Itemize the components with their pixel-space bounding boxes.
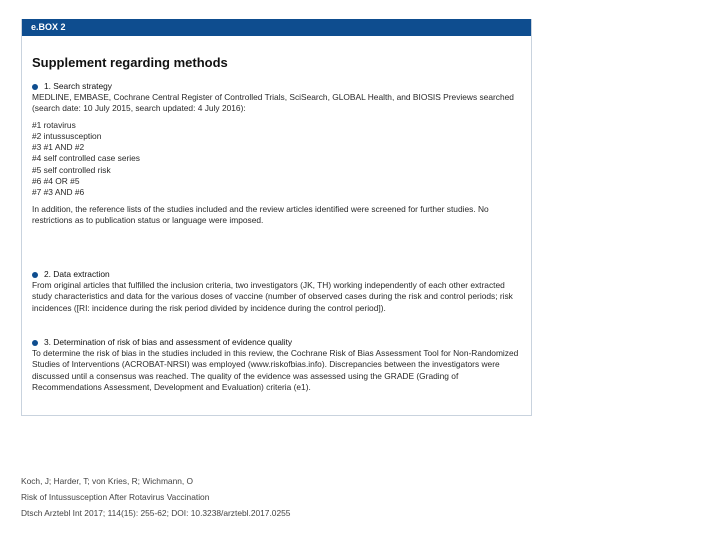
section-search-strategy <box>32 81 521 226</box>
search-line: #2 intussusception <box>32 130 102 141</box>
bullet-icon <box>32 340 38 346</box>
section-outro: In addition, the reference lists of the studies included and the review articles identified were screened for further studies. No restrictions as to publication status or language were imposed. <box>32 203 489 225</box>
bullet-icon <box>32 84 38 90</box>
section-body: To determine the risk of bias in the studies included in this review, the Cochrane Risk of Bias Assessment Tool for Non-Randomized Studies of Interventions (ACROBAT-NRSI) was employed (www.riskofbias.info). Discrepancies between the investigators were discussed until a consensus was reached. The quality of the evidence was assessed using the GRADE (Grading of Recommendations Assessment, Development and Evaluation) criteria (e1). <box>32 348 519 392</box>
footer-authors: Koch, J; Harder, T; von Kries, R; Wichmann, O <box>21 476 194 486</box>
footer-citation: Dtsch Arztebl Int 2017; 114(15): 255-62; DOI: 10.3238/arztebl.2017.0255 <box>21 508 291 518</box>
search-line: #1 rotavirus <box>32 119 76 130</box>
bullet-icon <box>32 272 38 278</box>
search-line: #5 self controlled risk <box>32 164 111 175</box>
section-body: From original articles that fulfilled the inclusion criteria, two investigators (JK, TH) working independently of each other extracted study characteristics and data for the various doses of vaccine (number of observed cases during the risk and control periods; risk incidences ([RI: incidence during the risk period divided by incidence during the control period]). <box>32 280 513 313</box>
ebox-panel <box>21 19 532 416</box>
section-heading: 3. Determination of risk of bias and assessment of evidence quality <box>44 336 293 347</box>
section-intro: MEDLINE, EMBASE, Cochrane Central Register of Controlled Trials, SciSearch, GLOBAL Health, and BIOSIS Previews searched (search date: 10 July 2015, search updated: 4 July 2016): <box>32 92 514 114</box>
footer-article-title: Risk of Intussusception After Rotavirus Vaccination <box>21 492 210 502</box>
search-line: #4 self controlled case series <box>32 153 140 164</box>
section-heading: 1. Search strategy <box>44 80 112 91</box>
panel-title: Supplement regarding methods <box>32 55 228 70</box>
section-data-extraction <box>32 269 521 314</box>
search-lines <box>32 120 521 199</box>
section-risk-of-bias <box>32 337 521 393</box>
search-line: #7 #3 AND #6 <box>32 187 85 198</box>
search-line: #6 #4 OR #5 <box>32 176 80 187</box>
ebox-label: e.BOX 2 <box>22 19 531 36</box>
section-heading: 2. Data extraction <box>44 268 110 279</box>
search-line: #3 #1 AND #2 <box>32 142 85 153</box>
